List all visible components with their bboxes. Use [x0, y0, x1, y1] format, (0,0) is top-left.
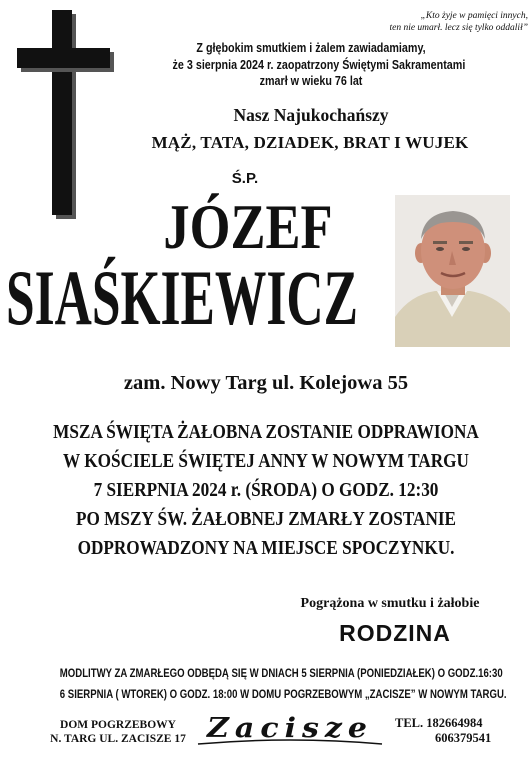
first-name-text: JÓZEF: [163, 191, 333, 262]
deceased-photo: [395, 195, 510, 347]
first-name: [118, 192, 378, 262]
phone-numbers: [395, 716, 520, 746]
last-name-text: SIAŚKIEWICZ: [6, 254, 358, 341]
announcement-intro: [150, 40, 472, 90]
grieving-label: Pogrążona w smutku i żałobie: [300, 596, 480, 611]
quote-line-2: ten nie umarł. lecz się tylko oddalił”: [389, 23, 528, 33]
last-name: [6, 255, 388, 341]
intro-line-1: Z głębokim smutkiem i żalem zawiadamiamy,: [196, 41, 426, 55]
prayer-info: [8, 663, 526, 705]
logo-text: Zacisze: [207, 712, 373, 744]
memorial-quote: [368, 10, 528, 34]
funeral-home-address: [28, 718, 208, 746]
prayer-line-2: 6 SIERPNIA ( WTOREK) O GODZ. 18:00 W DOMU POGRZEBOWYM „ZACISZE” W NOWYM TARGU.: [59, 687, 507, 701]
funeral-home-name: DOM POGRZEBOWY: [60, 719, 176, 731]
mass-line-3: 7 SIERPNIA 2024 r. (ŚRODA) O GODZ. 12:30: [93, 479, 439, 501]
quote-line-1: „Kto żyje w pamięci innych,: [420, 11, 528, 21]
family-signature: RODZINA: [339, 620, 451, 646]
funeral-mass-info: [8, 418, 524, 563]
relations-line: MĄŻ, TATA, DZIADEK, BRAT I WUJEK: [151, 133, 469, 152]
nasz-heading: Nasz Najukochańszy: [233, 105, 389, 125]
sp-label: Ś.P.: [231, 170, 259, 187]
mass-line-2: W KOŚCIELE ŚWIĘTEJ ANNY W NOWYM TARGU: [63, 450, 469, 472]
mass-line-1: MSZA ŚWIĘTA ŻAŁOBNA ZOSTANIE ODPRAWIONA: [53, 421, 479, 443]
prayer-line-1: MODLITWY ZA ZMARŁEGO ODBĘDĄ SIĘ W DNIACH 5 SIERPNIA (PONIEDZIAŁEK) O GODZ.16:30: [59, 666, 503, 680]
mass-line-5: ODPROWADZONY NA MIEJSCE SPOCZYNKU.: [77, 537, 455, 559]
intro-line-3: zmarł w wieku 76 lat: [259, 74, 363, 88]
funeral-home-street: N. TARG UL. ZACISZE 17: [50, 733, 186, 745]
intro-line-2: że 3 sierpnia 2024 r. zaopatrzony Świętymi Sakramentami: [172, 57, 466, 72]
phone-line-2: 606379541: [435, 731, 492, 745]
zacisze-logo: [190, 712, 390, 748]
mass-line-4: PO MSZY ŚW. ŻAŁOBNEJ ZMARŁY ZOSTANIE: [75, 508, 457, 530]
residence-address: zam. Nowy Targ ul. Kolejowa 55: [123, 372, 409, 394]
phone-line-1: TEL. 182664984: [395, 716, 483, 730]
